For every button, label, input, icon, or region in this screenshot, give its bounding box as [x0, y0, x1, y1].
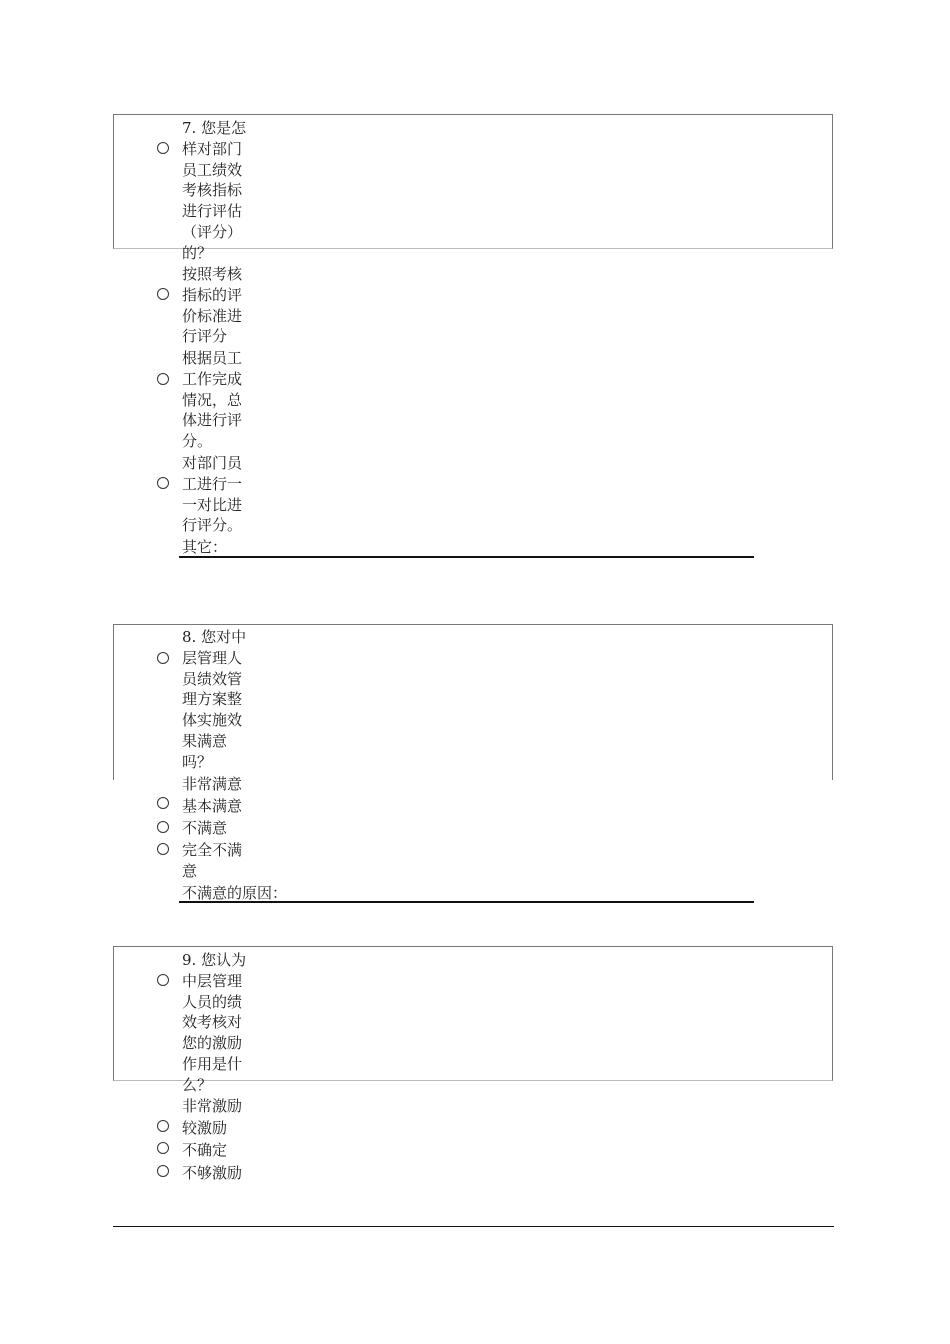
q9-option-4-label: 不够激励	[182, 1164, 243, 1182]
q8-question-text: 8. 您对中层管理人员绩效管理方案整体实施效果满意吗？	[182, 628, 247, 771]
q8-option-1-label: 非常满意	[182, 775, 243, 793]
q7-option-2-radio[interactable]	[157, 373, 169, 385]
q9-option-4-radio[interactable]	[157, 1165, 169, 1177]
q7-option-3-radio[interactable]	[157, 477, 169, 489]
q9-option-1-label: 非常激励	[182, 1097, 243, 1115]
q8-radio-button[interactable]	[157, 652, 169, 664]
q9-option-3-radio[interactable]	[157, 1142, 169, 1154]
q7-option-2-label: 根据员工工作完成情况，总体进行评分。	[182, 349, 243, 451]
q9-question-text: 9. 您认为中层管理人员的绩效考核对您的激励作用是什么？	[182, 951, 247, 1094]
q8-option-2-radio[interactable]	[157, 797, 169, 809]
q9-option-2-label: 较激励	[182, 1119, 228, 1137]
q8-reason-label: 不满意的原因：	[182, 884, 288, 902]
q9-radio-button[interactable]	[157, 974, 169, 986]
q8-reason-input-line[interactable]	[179, 901, 754, 903]
q7-radio-button[interactable]	[157, 142, 169, 154]
q7-other-input-line[interactable]	[179, 556, 754, 558]
q7-question-text: 7. 您是怎样对部门员工绩效考核指标进行评估（评分）的？	[182, 119, 247, 262]
q9-option-3-label: 不确定	[182, 1141, 228, 1159]
q8-option-4-radio[interactable]	[157, 843, 169, 855]
q8-option-3-label: 不满意	[182, 819, 228, 837]
q8-option-2-label: 基本满意	[182, 797, 243, 815]
page-footer-divider	[113, 1226, 834, 1227]
q8-option-3-radio[interactable]	[157, 821, 169, 833]
q7-other-label: 其它：	[182, 538, 228, 556]
q9-option-2-radio[interactable]	[157, 1120, 169, 1132]
q7-option-1-label: 按照考核指标的评价标准进行评分	[182, 265, 243, 346]
q7-option-1-radio[interactable]	[157, 288, 169, 300]
q7-option-3-label: 对部门员工进行一一对比进行评分。	[182, 454, 243, 535]
q8-option-4-label: 完全不满意	[182, 841, 243, 880]
